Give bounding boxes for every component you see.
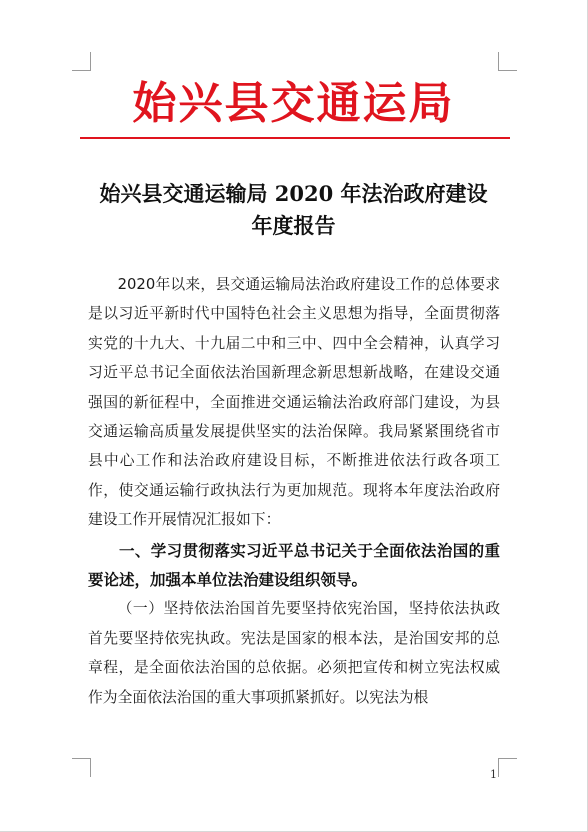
paragraph-subsection-1: （一）坚持依法治国首先要坚持依宪治国，坚持依法执政首先要坚持依宪执政。宪法是国家的根本法，是治国安邦的总章程，是全面依法治国的总依据。必须把宣传和树立宪法权威作为全面依法治国的重大事项抓紧抓好。以宪法为根	[88, 600, 500, 706]
title-line-2: 年度报告	[251, 213, 336, 238]
letterhead-divider	[80, 137, 510, 139]
crop-mark-bottom-right	[498, 758, 517, 777]
document-title	[60, 178, 527, 242]
org-letterhead: 始兴县交通运局	[132, 78, 455, 129]
section-heading-1: 一、学习贯彻落实习近平总书记关于全面依法治国的重要论述，加强本单位法治建设组织领导。	[88, 540, 500, 590]
crop-mark-bottom-left	[72, 758, 91, 777]
crop-mark-top-left	[72, 52, 91, 71]
crop-mark-top-right	[498, 52, 517, 71]
title-line-1: 始兴县交通运输局 2020 年法治政府建设	[99, 181, 488, 206]
page-number: 1	[490, 768, 497, 781]
document-body	[88, 270, 500, 712]
paragraph-intro: 2020年以来，县交通运输局法治政府建设工作的总体要求是以习近平新时代中国特色社会主义思想为指导，全面贯彻落实党的十九大、十九届二中和三中、四中全会精神，认真学习习近平总书记全面依法治国新理念新思想新战略，在建设交通强国的新征程中，全面推进交通运输法治政府部门建设，为县交通运输高质量发展提供坚实的法治保障。我局紧紧围绕省市县中心工作和法治政府建设目标，不断推进依法行政各项工作，使交通运输行政执法行为更加规范。现将本年度法治政府建设工作开展情况汇报如下：	[88, 276, 500, 529]
